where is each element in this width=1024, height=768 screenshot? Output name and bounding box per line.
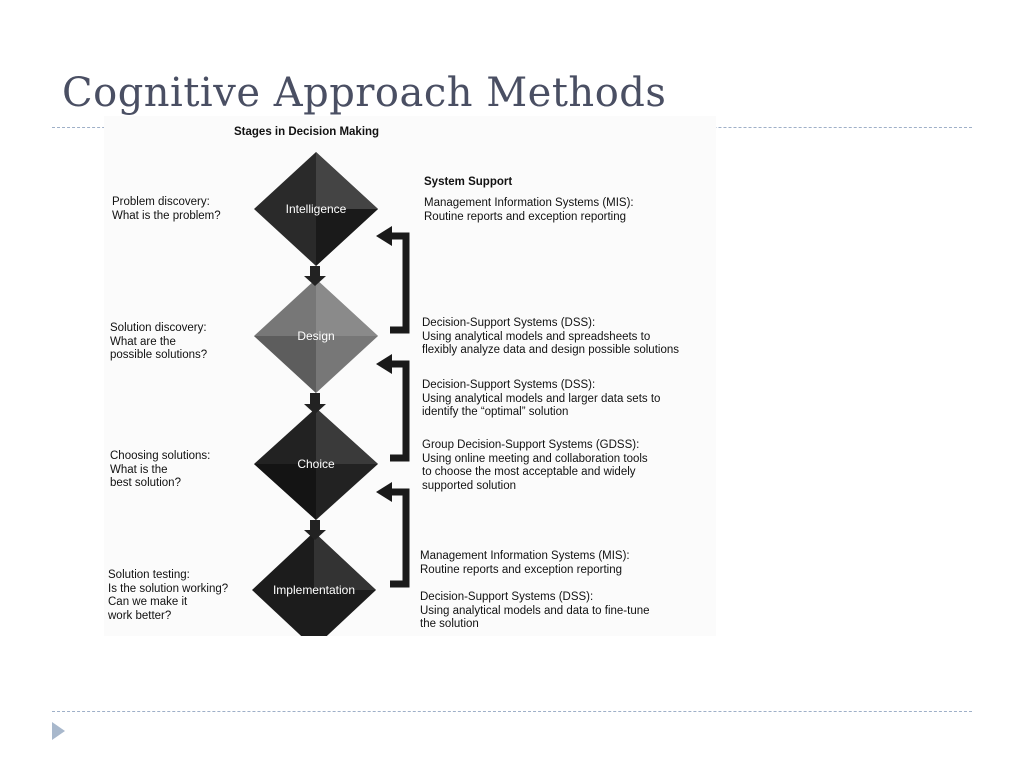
feedback-brackets	[390, 236, 406, 584]
stage-label-choice: Choice	[297, 457, 335, 471]
footer-divider	[52, 711, 972, 712]
stage-question-choice: Choosing solutions: What is the best solution?	[110, 450, 211, 489]
system-support-heading: System Support	[424, 176, 513, 188]
figure-heading: Stages in Decision Making	[234, 126, 380, 138]
support-mis-1: Management Information Systems (MIS): Routine reports and exception reporting	[424, 197, 634, 223]
support-dss-2: Decision-Support Systems (DSS): Using analytical models and larger data sets to identify the “optimal” solution	[422, 379, 661, 418]
stage-label-intelligence: Intelligence	[285, 202, 347, 216]
decision-making-figure	[104, 116, 716, 636]
play-arrow-icon	[52, 722, 65, 740]
support-dss-3: Decision-Support Systems (DSS): Using analytical models and data to fine-tune the solution	[420, 591, 650, 630]
support-dss-1: Decision-Support Systems (DSS): Using analytical models and spreadsheets to flexibly analyze data and design possible solutions	[422, 317, 679, 356]
support-mis-2: Management Information Systems (MIS): Routine reports and exception reporting	[420, 550, 630, 576]
stage-question-implementation: Solution testing: Is the solution working? Can we make it work better?	[108, 569, 229, 622]
slide-title: Cognitive Approach Methods	[62, 70, 667, 116]
support-gdss: Group Decision-Support Systems (GDSS): Using online meeting and collaboration tools to choose the most acceptable and widely supported solution	[422, 439, 648, 492]
stage-question-design: Solution discovery: What are the possible solutions?	[110, 322, 208, 361]
stage-label-implementation: Implementation	[272, 583, 356, 597]
stage-question-intelligence: Problem discovery: What is the problem?	[112, 196, 221, 222]
feedback-arrowheads	[376, 226, 392, 502]
stage-label-design: Design	[297, 329, 335, 343]
